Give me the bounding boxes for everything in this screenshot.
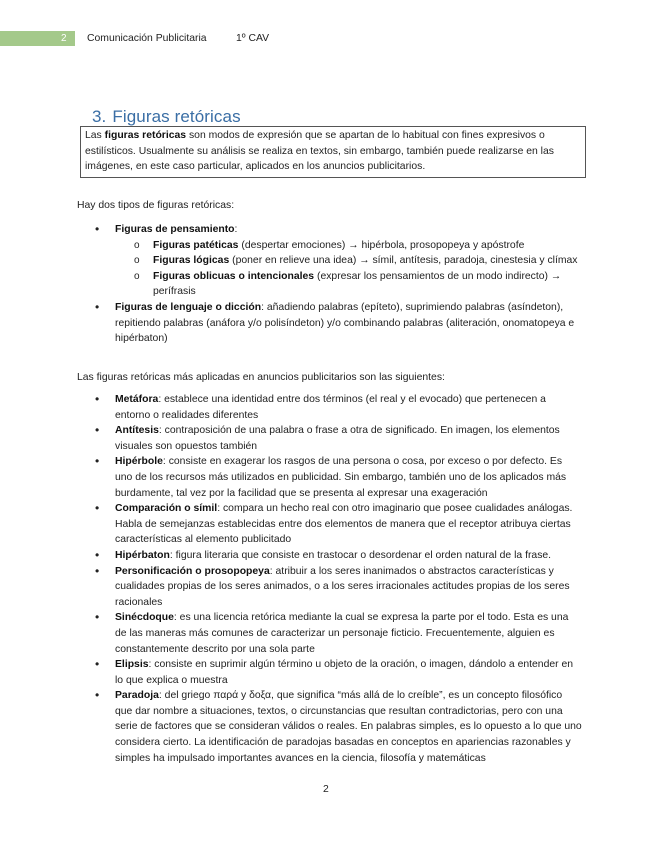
types-intro: Hay dos tipos de figuras retóricas:	[77, 200, 235, 211]
applied-bold: Sinécdoque	[115, 612, 174, 624]
type-item-thought	[77, 222, 582, 300]
subtype-rest: (despertar emociones) → hipérbola, prosopopeya y apóstrofe	[238, 239, 525, 251]
applied-bold: Hipérbole	[115, 456, 163, 468]
footer-page-number: 2	[323, 784, 329, 795]
header-course: 1º CAV	[236, 33, 270, 44]
applied-item	[77, 657, 582, 688]
applied-item	[77, 423, 582, 454]
subtype-list	[77, 238, 582, 300]
applied-bold: Personificación o prosopopeya	[115, 565, 270, 577]
subtype-bold: Figuras patéticas	[153, 239, 239, 251]
subtype-item	[77, 253, 582, 269]
subtype-bold: Figuras oblicuas o intencionales	[153, 270, 315, 282]
applied-bold: Metáfora	[115, 394, 159, 405]
applied-bold: Antítesis	[115, 425, 159, 437]
applied-item	[77, 564, 582, 611]
applied-rest: : consiste en suprimir algún término u objeto de la oración, o imagen, dándolo a entender en lo que explica o muestra	[115, 659, 574, 686]
intro-box	[80, 126, 586, 178]
type-item-bold: Figuras de pensamiento	[115, 224, 235, 235]
type-item-bold: Figuras de lenguaje o dicción	[115, 301, 262, 313]
type-item-rest: :	[234, 224, 238, 235]
subtype-item	[77, 238, 582, 254]
applied-rest: : contraposición de una palabra o frase a otra de significado. En imagen, los elementos visuales son opuestos también	[115, 425, 560, 452]
applied-rest: : compara un hecho real con otro imaginario que posee cualidades análogas. Habla de semejanzas establecidas entre dos elementos de manera que el receptor atribuya ciertas características al elemento publicitado	[115, 503, 573, 546]
header-title: Comunicación Publicitaria	[87, 33, 207, 44]
applied-rest: : atribuir a los seres inanimados o abstractos características y cualidades propias de los seres animados, o a los seres irracionales actitudes propias de los seres racionales	[115, 565, 570, 608]
applied-item	[77, 501, 582, 548]
applied-rest: : consiste en exagerar los rasgos de una persona o cosa, por exceso o por defecto. Es uno de los recursos más utilizados en publicidad. Sin embargo, también uno de los aplicados más burdamente, tal vez por la facilidad que se presenta al expresar una exageración	[115, 456, 567, 499]
applied-intro: Las figuras retóricas más aplicadas en anuncios publicitarios son las siguientes:	[77, 372, 445, 383]
intro-pre: Las	[85, 130, 105, 141]
applied-item	[77, 610, 582, 657]
applied-rest: : es una licencia retórica mediante la cual se expresa la parte por el todo. Esta es una de las maneras más comunes de caracterizar un personaje ficticio. Frecuentemente, alguien es constantemente descrito por una sola parte	[115, 612, 569, 655]
subtype-rest: (poner en relieve una idea) → símil, antítesis, paradoja, cinestesia y clímax	[229, 255, 578, 267]
applied-bold: Paradoja	[115, 690, 159, 702]
intro-post: son modos de expresión que se apartan de lo habitual con fines expresivos o estilísticos. Usualmente su análisis se realiza en textos, sin embargo, también puede realizarse en las imágenes, en este caso particular, aplicados en los anuncios publicitarios.	[85, 130, 554, 173]
applied-bold: Hipérbaton	[115, 549, 170, 561]
subtype-bold: Figuras lógicas	[153, 255, 230, 267]
applied-item	[77, 548, 582, 564]
type-item-rest: : añadiendo palabras (epíteto), suprimiendo palabras (asíndeton), repitiendo palabras (anáfora y/o polisíndeton) y/o combinando palabras (aliteración, onomatopeya e hipérbaton)	[115, 301, 575, 345]
applied-item	[77, 454, 582, 501]
subtype-rest: (expresar los pensamientos de un modo indirecto) → perífrasis	[153, 270, 562, 298]
applied-list	[77, 392, 582, 766]
intro-bold: figuras retóricas	[104, 130, 187, 141]
subtype-item	[77, 269, 582, 300]
type-item-language	[77, 300, 582, 347]
applied-item	[77, 392, 582, 423]
applied-rest: : del griego παρά y δοξα, que significa “más allá de lo creíble”, es un concepto filosófico que dar nombre a situaciones, textos, o circunstancias que resultan contradictorias, pero con una serie de factores que se consideran válidos o reales. En palabras simples, es lo opuesto a lo que uno considera cierto. La identificación de paradojas basadas en conceptos en apariencias razonables y simples ha impulsado importantes avances en la ciencia, filosofía y matemáticas	[115, 690, 582, 764]
header-page-number: 2	[61, 33, 67, 44]
section-number: 3.	[92, 107, 107, 126]
applied-item	[77, 688, 582, 766]
applied-rest: : establece una identidad entre dos términos (el real y el evocado) que pertenecen a entorno o realidades diferentes	[115, 394, 546, 421]
applied-bold: Comparación o símil	[115, 503, 218, 515]
section-heading	[92, 106, 241, 128]
applied-bold: Elipsis	[115, 659, 149, 671]
types-list	[77, 222, 582, 347]
applied-rest: : figura literaria que consiste en trastocar o desordenar el orden natural de la frase.	[169, 549, 552, 561]
section-title: Figuras retóricas	[112, 107, 241, 126]
